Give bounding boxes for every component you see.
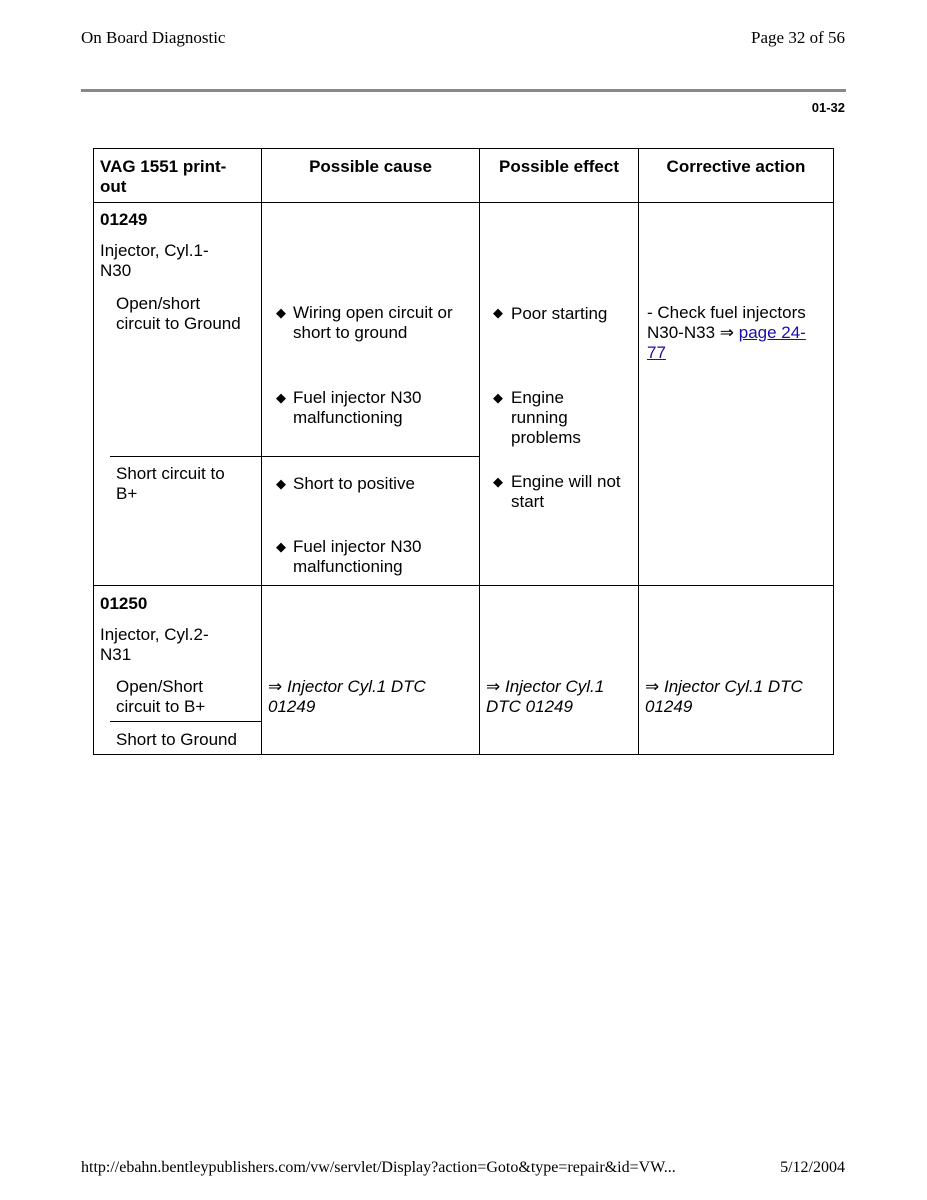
component-line: N30 — [100, 261, 132, 280]
possible-cause — [293, 388, 422, 428]
fault-type — [116, 294, 241, 334]
possible-cause — [293, 537, 422, 577]
fault-type — [116, 677, 205, 717]
column-divider — [638, 149, 639, 754]
possible-cause: Short to positive — [293, 474, 415, 493]
effect-reference — [486, 677, 604, 717]
column-header-action: Corrective action — [666, 157, 806, 176]
component-line: N31 — [100, 645, 132, 664]
bullet-icon: ◆ — [493, 305, 503, 320]
column-divider — [261, 149, 262, 754]
fault-line: circuit to Ground — [116, 314, 241, 333]
column-header-cause: Possible cause — [309, 157, 432, 176]
reference-line: ⇒ Injector Cyl.1 DTC — [268, 677, 426, 696]
fault-line: Open/Short — [116, 677, 203, 696]
cause-reference — [268, 677, 426, 717]
section-code: 01-32 — [811, 100, 845, 115]
reference-line: ⇒ Injector Cyl.1 — [486, 677, 605, 696]
component-name — [100, 241, 209, 281]
fault-type — [116, 464, 225, 504]
effect-line: start — [511, 492, 545, 511]
cause-line: short to ground — [293, 323, 408, 342]
corrective-action — [647, 303, 806, 363]
page-reference-link[interactable]: 77 — [647, 343, 666, 362]
column-header-effect: Possible effect — [499, 157, 619, 176]
action-reference — [645, 677, 803, 717]
fault-line: circuit to B+ — [116, 697, 206, 716]
reference-line: ⇒ Injector Cyl.1 DTC — [645, 677, 803, 696]
possible-cause — [293, 303, 453, 343]
possible-effect — [511, 472, 621, 512]
possible-effect — [511, 388, 581, 448]
reference-line: 01249 — [268, 697, 316, 716]
header-divider — [81, 89, 846, 92]
footer-url: http://ebahn.bentleypublishers.com/vw/servlet/Display?action=Goto&type=repair&id=VW... — [81, 1159, 676, 1176]
footer-date: 5/12/2004 — [780, 1159, 845, 1176]
column-divider — [479, 149, 480, 754]
fault-line: Open/short — [116, 294, 201, 313]
possible-effect: Poor starting — [511, 304, 608, 323]
header-row-divider — [94, 202, 833, 203]
cause-line: Fuel injector N30 — [293, 388, 422, 407]
column-header-label: VAG 1551 print-out — [100, 157, 227, 196]
dtc-code: 01249 — [100, 210, 148, 229]
bullet-icon: ◆ — [276, 539, 286, 554]
action-text: N30-N33 ⇒ — [647, 323, 739, 342]
action-line — [647, 343, 806, 363]
effect-line: problems — [511, 428, 581, 447]
fault-line: Short circuit to — [116, 464, 225, 483]
bullet-icon: ◆ — [276, 305, 286, 320]
bullet-icon: ◆ — [493, 390, 503, 405]
fault-type: Short to Ground — [116, 730, 237, 749]
bullet-icon: ◆ — [276, 476, 286, 491]
page-reference-link[interactable]: page 24- — [738, 323, 806, 342]
component-line: Injector, Cyl.2- — [100, 625, 209, 644]
component-line: Injector, Cyl.1- — [100, 241, 209, 260]
effect-line: running — [511, 408, 568, 427]
dtc-code: 01250 — [100, 594, 148, 613]
bullet-icon: ◆ — [276, 390, 286, 405]
page-number: Page 32 of 56 — [751, 28, 845, 47]
bullet-icon: ◆ — [493, 474, 503, 489]
dtc-table — [93, 148, 834, 755]
column-header-printout — [100, 157, 250, 197]
sub-row-divider — [110, 721, 261, 722]
action-line: - Check fuel injectors — [647, 303, 806, 322]
cause-line: malfunctioning — [293, 557, 403, 576]
sub-row-divider — [110, 456, 479, 457]
document-title: On Board Diagnostic — [81, 28, 226, 47]
component-name — [100, 625, 209, 665]
cause-line: Wiring open circuit or — [293, 303, 453, 322]
reference-line: 01249 — [645, 697, 693, 716]
action-line — [647, 323, 806, 343]
row-divider — [94, 585, 833, 586]
cause-line: malfunctioning — [293, 408, 403, 427]
fault-line: B+ — [116, 484, 138, 503]
effect-line: Engine will not — [511, 472, 621, 491]
reference-line: DTC 01249 — [486, 697, 573, 716]
effect-line: Engine — [511, 388, 564, 407]
cause-line: Fuel injector N30 — [293, 537, 422, 556]
